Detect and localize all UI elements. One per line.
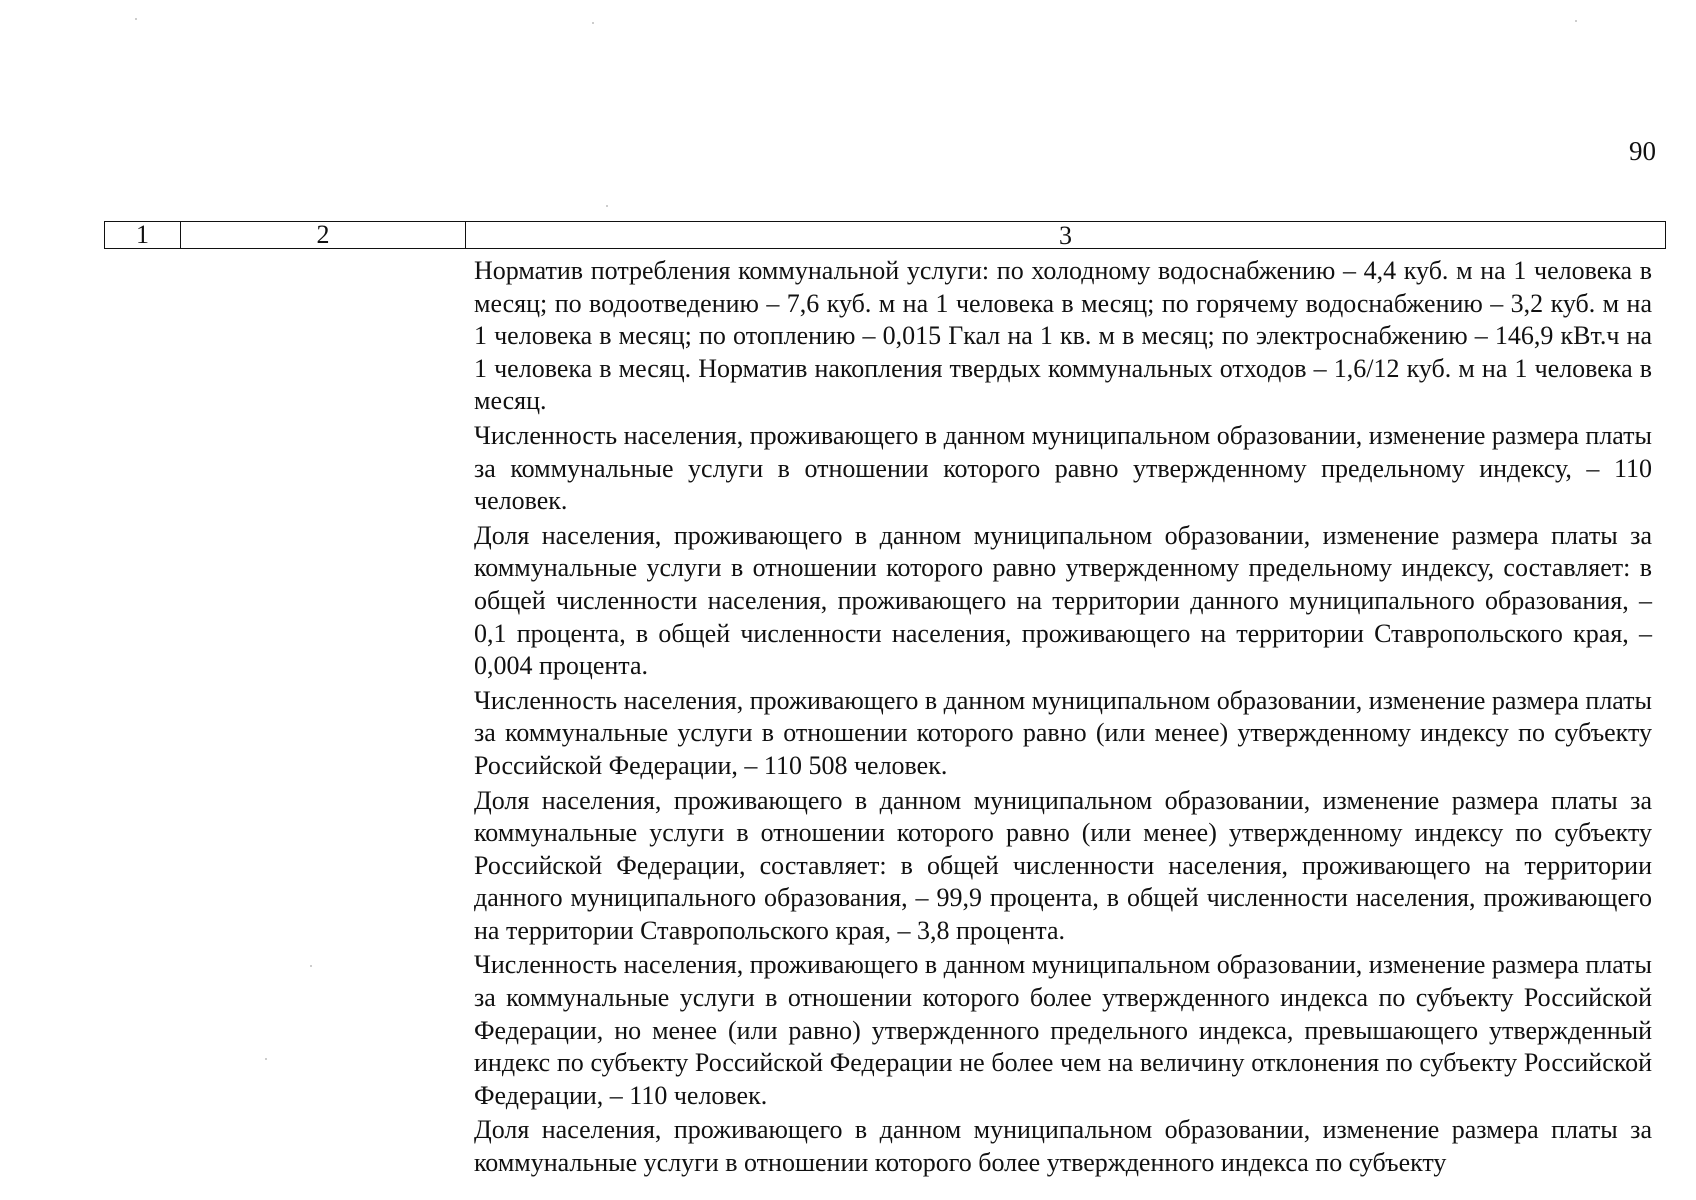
paragraph-share-above-index: Доля населения, проживающего в данном муниципальном образовании, изменение размера платы за коммунальные услуги в отношении которого более утвержденного индекса по субъекту xyxy=(474,1115,1652,1178)
paragraph-consumption-norms: Норматив потребления коммунальной услуги: по холодному водоснабжению – 4,4 куб. м на 1 человека в месяц; по водоотведению – 7,6 куб. м на 1 человека в месяц; по горячему водоснабжению – 3,2 куб. м на 1 человека в месяц; по отоплению – 0,015 Гкал на 1 кв. м в месяц; по электроснабжению – 146,9 кВт.ч на 1 человека в месяц. Норматив накопления твердых коммунальных отходов – 1,6/12 куб. м на 1 человека в месяц. xyxy=(474,256,1652,416)
paragraph-share-equal-limit: Доля населения, проживающего в данном муниципальном образовании, изменение размера платы за коммунальные услуги в отношении которого равно утвержденному предельному индексу, составляет: в общей численности населения, проживающего на территории данного муниципального образования, – 0,1 процента, в общей численности населения, проживающего на территории Ставропольского края, – 0,004 процента. xyxy=(474,520,1652,681)
column-3-text xyxy=(474,255,1652,1182)
paragraph-share-equal-or-less-index: Доля населения, проживающего в данном муниципальном образовании, изменение размера платы за коммунальные услуги в отношении которого равно (или менее) утвержденному индексу по субъекту Российской Федерации, составляет: в общей численности населения, проживающего на территории данного муниципального образования, – 99,9 процента, в общей численности населения, проживающего на территории Ставропольского края, – 3,8 процента. xyxy=(474,785,1652,945)
column-header-3: 3 xyxy=(1059,221,1072,250)
paragraph-population-above-index: Численность населения, проживающего в данном муниципальном образовании, изменение размера платы за коммунальные услуги в отношении которого более утвержденного индекса по субъекту Российской Федерации, но менее (или равно) утвержденного предельного индекса, превышающего утвержденный индекс по субъекту Российской Федерации не более чем на величину отклонения по субъекту Российской Федерации, – 110 человек. xyxy=(474,950,1652,1110)
table-header-row xyxy=(104,221,1666,249)
column-header-2: 2 xyxy=(181,222,466,248)
paragraph-population-equal-or-less-index: Численность населения, проживающего в данном муниципальном образовании, изменение размера платы за коммунальные услуги в отношении которого равно (или менее) утвержденному индексу по субъекту Российской Федерации, – 110 508 человек. xyxy=(474,685,1652,780)
paragraph-population-equal-limit: Численность населения, проживающего в данном муниципальном образовании, изменение размера платы за коммунальные услуги в отношении которого равно утвержденному предельному индексу, – 110 человек. xyxy=(474,420,1652,516)
page-number: 90 xyxy=(1629,136,1656,166)
column-header-1: 1 xyxy=(105,222,181,248)
